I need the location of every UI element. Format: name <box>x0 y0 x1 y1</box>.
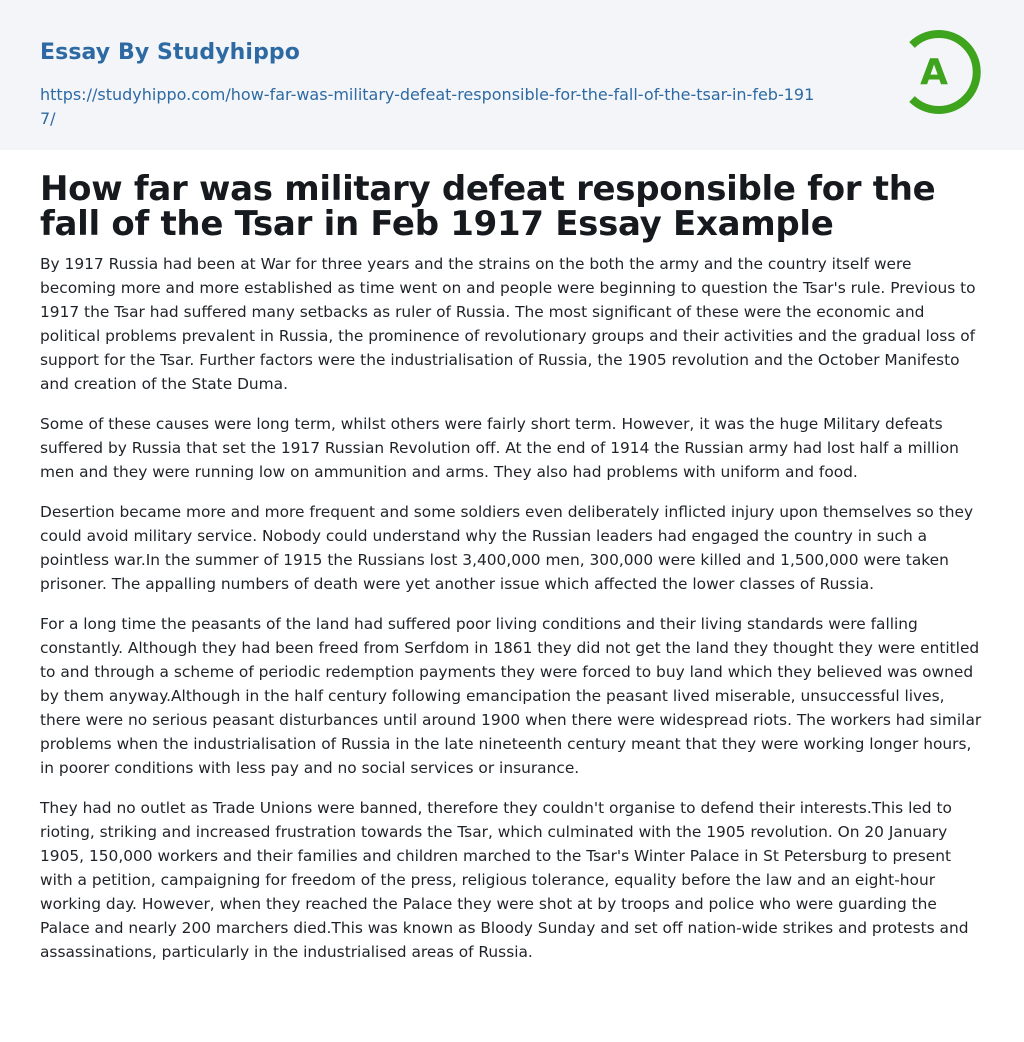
article <box>0 150 1024 964</box>
article-paragraph: For a long time the peasants of the land had suffered poor living conditions and their living standards were falling constantly. Although they had been freed from Serfdom in 1861 they did not get the land they thought they were entitled to and through a scheme of periodic redemption payments they were forced to buy land which they believed was owned by them anyway.Although in the half century following emancipation the peasant lived miserable, unsuccessful lives, there were no serious peasant disturbances until around 1900 when there were widespread riots. The workers had similar problems when the industrialisation of Russia in the late nineteenth century meant that they were working longer hours, in poorer conditions with less pay and no social services or insurance. <box>40 615 982 777</box>
studyhippo-logo-icon[interactable] <box>898 28 986 116</box>
article-paragraph: Some of these causes were long term, whilst others were fairly short term. However, it was the huge Military defeats suffered by Russia that set the 1917 Russian Revolution off. At the end of 1914 the Russian army had lost half a million men and they were running low on ammunition and arms. They also had problems with uniform and food. <box>40 415 959 481</box>
site-brand[interactable]: Essay By Studyhippo <box>40 40 300 65</box>
article-url-link[interactable]: https://studyhippo.com/how-far-was-military-defeat-responsible-for-the-fall-of-the-tsar-in-feb-1917/ <box>40 85 815 128</box>
article-paragraph: They had no outlet as Trade Unions were banned, therefore they couldn't organise to defend their interests.This led to rioting, striking and increased frustration towards the Tsar, which culminated with the 1905 revolution. On 20 January 1905, 150,000 workers and their families and children marched to the Tsar's Winter Palace in St Petersburg to present with a petition, campaigning for freedom of the press, religious tolerance, equality before the law and an eight-hour working day. However, when they reached the Palace they were shot at by troops and police who were guarding the Palace and nearly 200 marchers died.This was known as Bloody Sunday and set off nation-wide strikes and protests and assassinations, particularly in the industrialised areas of Russia. <box>40 799 969 961</box>
article-paragraph: Desertion became more and more frequent and some soldiers even deliberately inflicted injury upon themselves so they could avoid military service. Nobody could understand why the Russian leaders had engaged the country in such a pointless war.In the summer of 1915 the Russians lost 3,400,000 men, 300,000 were killed and 1,500,000 were taken prisoner. The appalling numbers of death were yet another issue which affected the lower classes of Russia. <box>40 503 974 593</box>
site-header <box>0 0 1024 150</box>
logo-letter: A <box>920 52 948 93</box>
article-paragraph: By 1917 Russia had been at War for three years and the strains on the both the army and the country itself were becoming more and more established as time went on and people were beginning to question the Tsar's rule. Previous to 1917 the Tsar had suffered many setbacks as ruler of Russia. The most significant of these were the economic and political problems prevalent in Russia, the prominence of revolutionary groups and their activities and the gradual loss of support for the Tsar. Further factors were the industrialisation of Russia, the 1905 revolution and the October Manifesto and creation of the State Duma. <box>40 255 976 393</box>
article-title: How far was military defeat responsible for the fall of the Tsar in Feb 1917 Essay Example <box>40 169 936 244</box>
